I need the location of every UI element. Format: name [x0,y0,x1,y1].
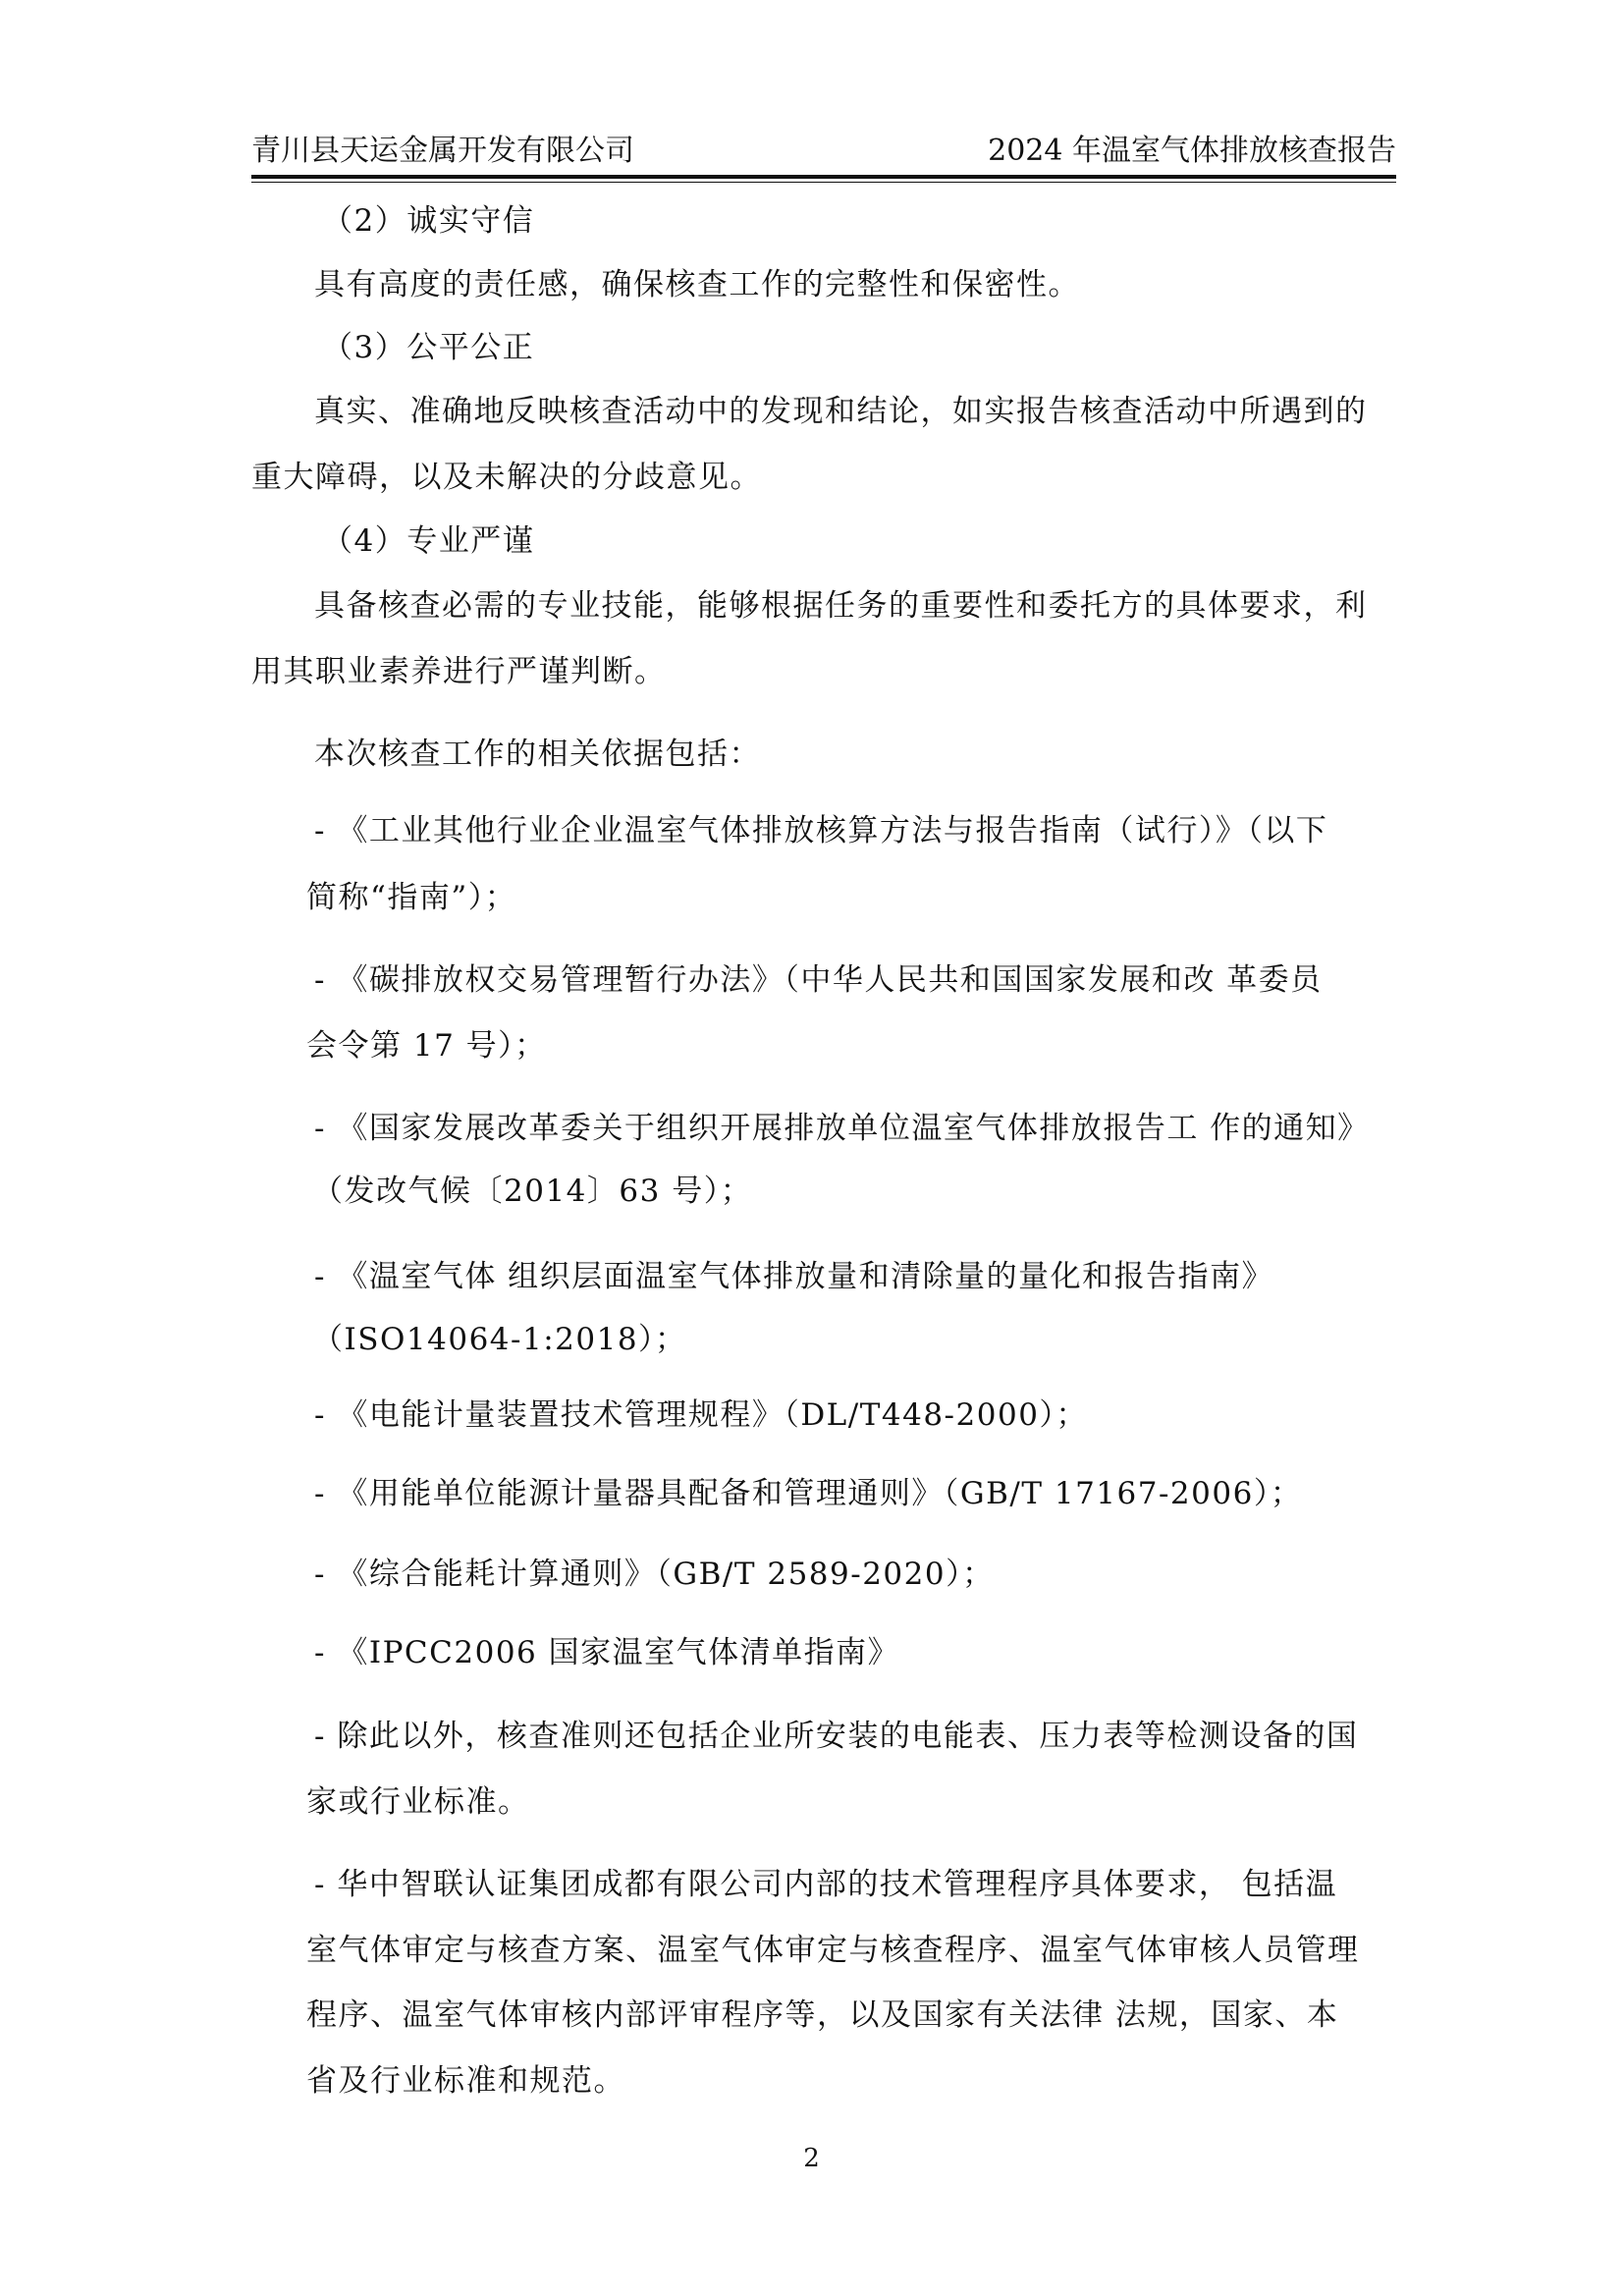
basis-intro: 本次核查工作的相关依据包括： [314,737,761,772]
heading-fairness: （3）公平公正 [322,330,535,365]
basis-item-ndrc-notice-line-1: - 《国家发展改革委关于组织开展排放单位温室气体排放报告工 作的通知》 [314,1111,1370,1146]
paragraph-fairness-line-1: 真实、准确地反映核查活动中的发现和结论，如实报告核查活动中所遇到的 [314,394,1368,429]
page-number: 2 [803,2144,820,2173]
basis-item-internal-procedures-line-4: 省及行业标准和规范。 [306,2063,625,2099]
paragraph-honesty: 具有高度的责任感，确保核查工作的完整性和保密性。 [314,267,1080,302]
basis-item-national-standards-line-1: - 除此以外，核查准则还包括企业所安装的电能表、压力表等检测设备的国 [314,1719,1359,1754]
basis-item-ipcc2006: - 《IPCC2006 国家温室气体清单指南》 [314,1635,900,1670]
basis-item-iso14064-line-1: - 《温室气体 组织层面温室气体排放量和清除量的量化和报告指南》 [314,1259,1274,1294]
heading-professionalism: （4）专业严谨 [322,523,535,559]
paragraph-professionalism-line-2: 用其职业素养进行严谨判断。 [251,654,667,689]
basis-item-internal-procedures-line-3: 程序、温室气体审核内部评审程序等，以及国家有关法律 法规，国家、本 [306,1997,1339,2033]
basis-item-iso14064-line-2: （ISO14064-1:2018）； [312,1322,687,1357]
basis-item-gb-t17167: - 《用能单位能源计量器具配备和管理通则》（GB/T 17167-2006）； [314,1476,1303,1511]
basis-item-dl-t448: - 《电能计量装置技术管理规程》（DL/T448-2000）； [314,1397,1088,1433]
basis-item-ndrc-notice-line-2: （发改气候〔2014〕63 号）； [312,1174,753,1209]
basis-item-guideline-line-1: - 《工业其他行业企业温室气体排放核算方法与报告指南（试行）》（以下 [314,813,1328,848]
paragraph-fairness-line-2: 重大障碍，以及未解决的分歧意见。 [251,460,762,495]
header-report-title: 2024 年温室气体排放核查报告 [988,134,1396,168]
basis-item-carbon-trading-line-1: - 《碳排放权交易管理暂行办法》（中华人民共和国国家发展和改 革委员 [314,962,1323,998]
basis-item-internal-procedures-line-2: 室气体审定与核查方案、温室气体审定与核查程序、温室气体审核人员管理 [306,1933,1360,1968]
heading-honesty: （2）诚实守信 [322,203,535,239]
basis-item-national-standards-line-2: 家或行业标准。 [306,1784,530,1820]
header-company-name: 青川县天运金属开发有限公司 [251,134,634,168]
basis-item-gb-t2589: - 《综合能耗计算通则》（GB/T 2589-2020）； [314,1557,995,1592]
basis-item-guideline-line-2: 简称“指南”）； [306,880,517,915]
paragraph-professionalism-line-1: 具备核查必需的专业技能，能够根据任务的重要性和委托方的具体要求，利 [314,588,1368,624]
basis-item-internal-procedures-line-1: - 华中智联认证集团成都有限公司内部的技术管理程序具体要求， 包括温 [314,1867,1338,1902]
basis-item-carbon-trading-line-2: 会令第 17 号）； [306,1028,547,1064]
